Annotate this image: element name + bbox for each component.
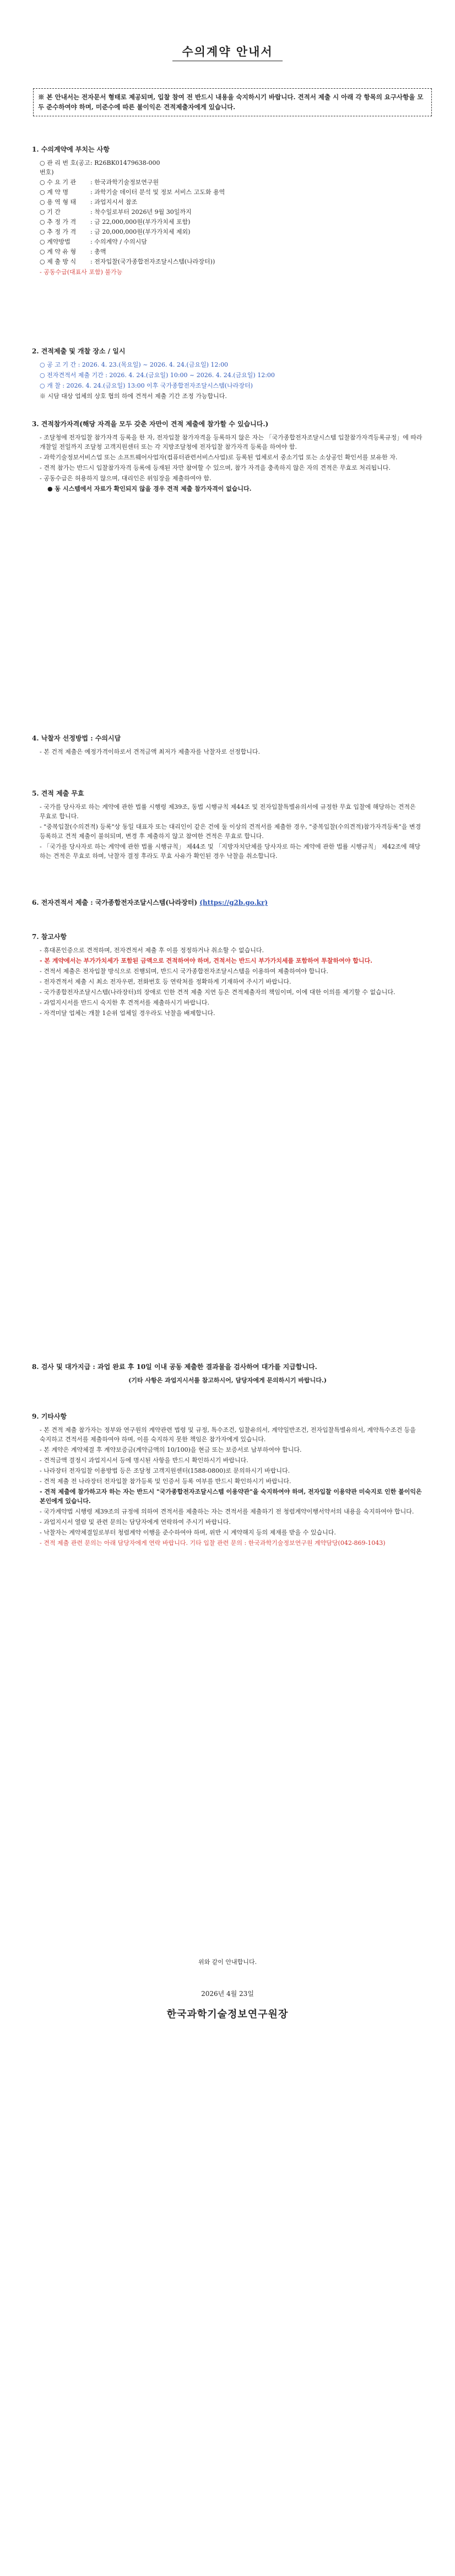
s1-value: : 전자입찰(국가종합전자조달시스템(나라장터)) [90,258,215,266]
section-8-subheading: (기타 사항은 과업지시서를 참고하시어, 담당자에게 문의하시기 바랍니다.) [128,1376,327,1384]
section-1-heading: 1. 수의계약에 부치는 사항 [32,146,110,153]
s1-key: ○ 계약방법 [40,238,71,245]
section-1 [32,144,423,278]
footer-org: 한국과학기술정보연구원장 [166,2008,289,2020]
s1-value: : 착수일로부터 2026년 9월 30일까지 [90,208,192,216]
selection-text: - 본 건적 제출은 예정가격이하로서 견적금액 최저가 제출자를 낙찰자로 선정합니다. [40,748,260,755]
reference-line: - 본 계약에서는 부가가치세가 포함된 금액으로 견적하여야 하며, 견적서는 반드시 부가가치세를 포함하여 투찰하여야 합니다. [40,957,372,964]
section-9 [32,1412,423,1549]
notice-box: ※ 본 안내서는 전자문서 형태로 제공되며, 입찰 참여 전 반드시 내용을 숙지하시기 바랍니다. 견적서 제출 시 아래 각 항목의 요구사항을 모두 준수하여야 하며, 미준수에 따른 불이익은 견적제출자에게 있습니다. [33,88,432,116]
section-6 [32,898,423,911]
reference-line: - 자격미달 업체는 개찰 1순위 업체일 경우라도 낙찰을 배제합니다. [40,1009,215,1017]
section-7 [32,932,423,1019]
schedule-line: ○ 개 찰 : 2026. 4. 24.(금요일) 13:00 이후 국가종합전자조달시스템(나라장터) [40,382,253,389]
s1-value: : 과업지시서 참조 [90,198,138,206]
misc-line: - 국가계약법 시행령 제39조의 규정에 의하여 견적서를 제출하는 자는 견적서를 제출하기 전 청렴계약이행서약서의 내용을 숙지하여야 합니다. [40,1507,414,1515]
misc-line: - 견적금액 결정시 과업지시서 등에 명시된 사항을 반드시 확인하시기 바랍니다. [40,1456,248,1464]
schedule-line: ○ 전자견적서 제출 기간 : 2026. 4. 24.(금요일) 10:00 ~ 2026. 4. 24.(금요일) 12:00 [40,371,275,379]
section-8-heading: 8. 검사 및 대가지급 : 과업 완료 후 10일 이내 공동 제출한 결과물을 검사하여 대가를 지급합니다. [32,1363,317,1371]
section-6-heading: 6. 전자견적서 제출 : 국가종합전자조달시스템(나라장터) [32,899,198,906]
s1-key: ○ 수 요 기 관 [40,178,77,186]
qualification-text: - 견적 참가는 반드시 입찰참가자격 등록에 등재된 자만 참여할 수 있으며, 참가 자격을 충족하지 않은 자의 견적은 무효로 처리됩니다. [40,464,391,471]
section-7-heading: 7. 참고사항 [32,933,67,941]
s1-key: ○ 추 정 가 격 [40,228,77,235]
s1-key: ○ 계 약 명 [40,188,68,196]
footer-thanks: 위와 같이 안내합니다. [198,1958,257,1966]
section-8 [32,1362,423,1385]
misc-line: - 견적 제출 전 나라장터 전자입찰 참가등록 및 인증서 등록 여부를 반드시 확인하시기 바랍니다. [40,1477,291,1485]
section-2-heading: 2. 견적제출 및 개찰 장소 / 일시 [32,347,126,355]
section-9-heading: 9. 기타사항 [32,1413,67,1420]
s1-key: ○ 추 정 가 격 [40,218,77,226]
qualification-bullet: ● 동 시스템에서 자료가 확인되지 않을 경우 견적 제출 참가자격이 없습니다. [47,485,252,492]
reference-line: - 견적서 제출은 전자입찰 방식으로 진행되며, 반드시 국가종합전자조달시스템을 이용하여 제출하여야 합니다. [40,967,328,975]
section-2 [32,346,423,402]
section-5 [32,788,423,862]
consortium-note: - 공동수급(대표사 포함) 불가능 [40,269,123,276]
s1-key: ○ 제 출 방 식 [40,258,77,266]
reference-line: - 전자견적서 제출 시 최소 전자우편, 전화번호 등 연락처를 정확하게 기재하여 주시기 바랍니다. [40,978,291,985]
qualification-text: - 과학기술정보서비스업 또는 소프트웨어사업자(컴퓨터관련서비스사업)로 등록된 업체로서 중소기업 또는 소상공인 확인서를 보유한 자. [40,453,398,461]
g2b-link[interactable]: (https://g2b.go.kr) [199,899,268,906]
page-title: 수의계약 안내서 [182,45,273,58]
misc-line: - 견적 제출에 참가하고자 하는 자는 반드시 "국가종합전자조달시스템 이용약관"을 숙지하여야 하며, 전자입찰 이용약관 미숙지로 인한 불이익은 본인에게 있습니다. [40,1488,422,1505]
invalid-text: - "중복입찰(수의견적) 등록"상 동일 대표자 또는 대리인이 같은 건에 둘 이상의 견적서를 제출한 경우, "중복입찰(수의견적)참가자격등록"을 변경등록하고 견적 제출이 불허되며, 변경 후 제출하지 않고 참여한 견적은 무효로 합니다. [40,823,421,840]
s1-value: : 수의계약 / 수의시담 [90,238,147,245]
invalid-text: - 국가를 당사자로 하는 계약에 관한 법률 시행령 제39조, 동법 시행규칙 제44조 및 전자입찰특별유의서에 규정한 무효 입찰에 해당하는 견적은 무효로 합니다. [40,803,416,820]
s1-key: ○ 용 역 형 태 [40,198,77,206]
s1-value: : 과학기술 데이터 분석 및 정보 서비스 고도화 용역 [90,188,225,196]
s1-value: : 한국과학기술정보연구원 [90,178,159,186]
section-3 [32,419,423,495]
misc-line: - 낙찰자는 계약체결일로부터 청렴계약 이행을 준수하여야 하며, 위반 시 계약해지 등의 제재를 받을 수 있습니다. [40,1529,336,1537]
section-3-heading: 3. 견적참가자격(해당 자격을 모두 갖춘 자만이 견적 제출에 참가할 수 있습니다.) [32,420,269,428]
s1-value: : 총액 [90,248,106,256]
section-4-heading: 4. 낙찰자 선정방법 : 수의시담 [32,734,121,742]
schedule-note: ※ 시담 대상 업체의 상호 협의 하에 견적서 제출 기간 조정 가능합니다. [40,392,227,400]
section-5-heading: 5. 견적 제출 무효 [32,790,84,797]
misc-line: - 견적 제출 관련 문의는 아래 담당자에게 연락 바랍니다. 기타 입찰 관련 문의 : 한국과학기술정보연구원 계약담당(042-869-1043) [40,1539,386,1547]
misc-line: - 과업지시서 열람 및 관련 문의는 담당자에게 연락하여 주시기 바랍니다. [40,1518,231,1526]
s1-key: ○ 계 약 유 형 [40,248,77,256]
misc-line: - 본 계약은 계약체결 후 계약보증금(계약금액의 10/100)을 현금 또는 보증서로 납부하여야 합니다. [40,1446,302,1453]
s1-key: ○ 기 간 [40,208,61,216]
misc-line: - 나라장터 전자입찰 이용방법 등은 조달청 고객지원센터(1588-0800)로 문의하시기 바랍니다. [40,1467,290,1474]
invalid-text: - 「국가를 당사자로 하는 계약에 관한 법률 시행규칙」 제44조 및 「지방자치단체를 당사자로 하는 계약에 관한 법률 시행규칙」 제42조에 해당하는 견적은 무효로 하며, 낙찰자 결정 후라도 무효 사유가 확인된 경우 낙찰을 취소합니다. [40,842,421,860]
s1-value: : 금 20,000,000원(부가가치세 제외) [90,228,191,235]
s1-key: ○ 관 리 번 호(공고번호) [40,159,90,176]
schedule-line: ○ 공 고 기 간 : 2026. 4. 23.(목요일) ~ 2026. 4. 24.(금요일) 12:00 [40,361,229,368]
footer-date: 2026년 4월 23일 [201,1990,254,1998]
reference-line: - 휴대폰인증으로 견적하며, 전자견적서 제출 후 이를 정정하거나 취소할 수 없습니다. [40,946,264,954]
qualification-text: - 조달청에 전자입찰 참가자격 등록을 한 자, 전자입찰 참가자격을 등록하지 않은 자는 「국가종합전자조달시스템 입찰참가자격등록규정」에 따라 개찰일 전일까지 조달청 고객지원센터 또는 각 지방조달청에 전자입찰 참가자격 등록을 하여야 함. [40,433,422,450]
section-4 [32,733,423,758]
s1-value: : 금 22,000,000원(부가가치세 포함) [90,218,191,226]
misc-line: - 본 견적 제출 참가자는 정부와 연구원의 계약관련 법령 및 규정, 특수조건, 입찰유의서, 계약일반조건, 전자입찰특별유의서, 계약특수조건 등을 숙지하고 견적서를 제출하여야 하며, 이를 숙지하지 못한 책임은 참가자에게 있습니다. [40,1426,416,1443]
reference-line: - 과업지시서를 반드시 숙지한 후 견적서를 제출하시기 바랍니다. [40,999,209,1006]
footer [0,1957,455,2022]
reference-line: - 국가종합전자조달시스템(나라장터)의 장애로 인한 견적 제출 지연 등은 견적제출자의 책임이며, 이에 대한 이의를 제기할 수 없습니다. [40,988,396,996]
s1-value: : R26BK01479638-000 [90,159,160,167]
qualification-text: - 공동수급은 허용하지 않으며, 대리인은 위임장을 제출하여야 함. [40,474,212,482]
